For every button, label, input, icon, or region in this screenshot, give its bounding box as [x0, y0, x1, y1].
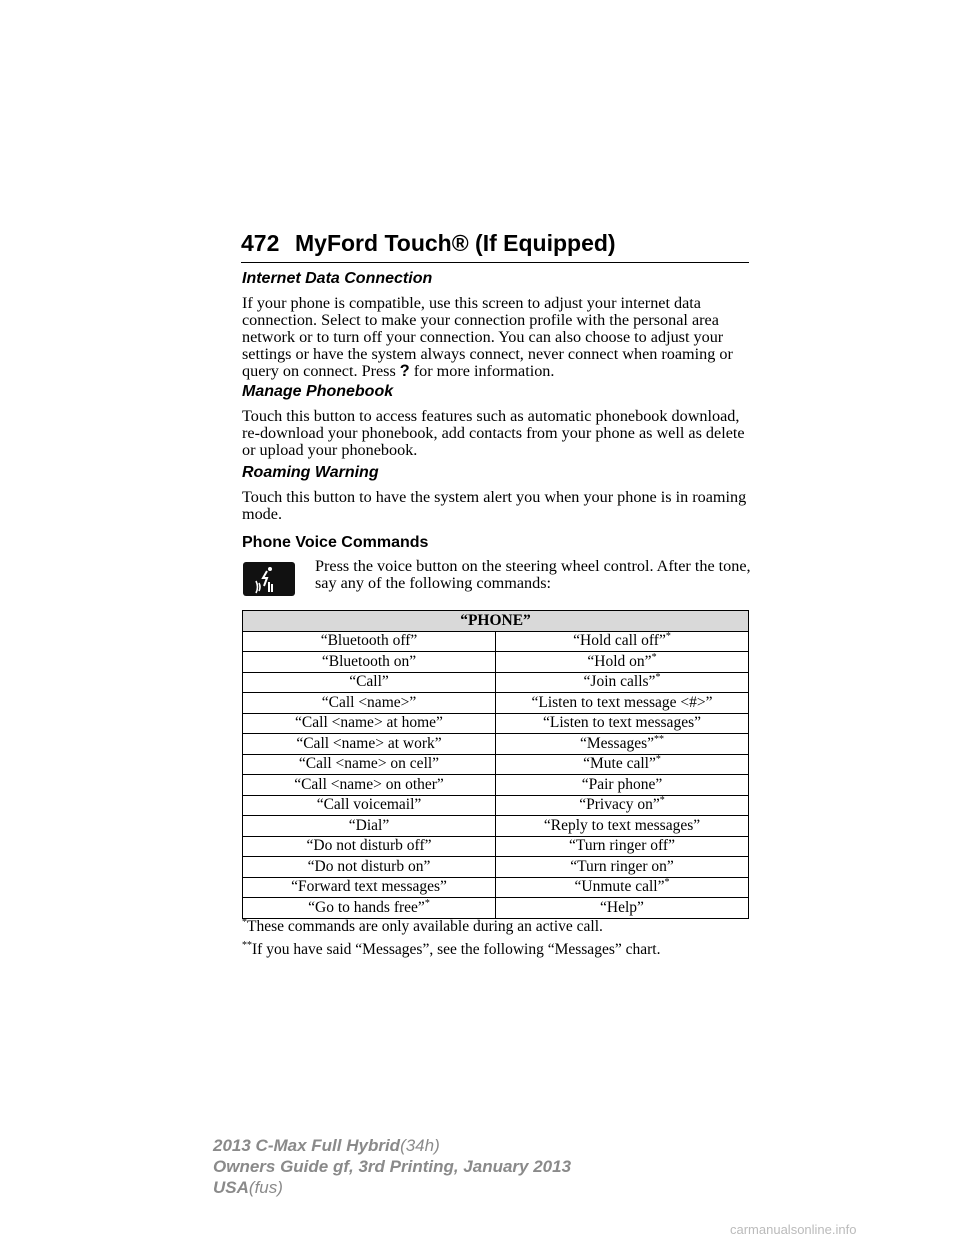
footnote: *These commands are only available during an active call.: [242, 916, 603, 935]
command-left: “Do not disturb on”: [243, 857, 496, 878]
table-row: [243, 898, 749, 919]
table-body: [243, 631, 749, 918]
command-left: “Call”: [243, 672, 496, 693]
page-header: [241, 228, 749, 263]
page-title: MyFord Touch® (If Equipped): [295, 230, 616, 256]
command-left: “Go to hands free”*: [243, 898, 496, 919]
table-row: [243, 877, 749, 898]
section-manage-phonebook: [242, 383, 750, 459]
table-row: [243, 734, 749, 755]
voice-command-icon: [243, 562, 295, 596]
table-row: [243, 693, 749, 714]
command-right: “Mute call”*: [496, 754, 749, 775]
table-row: [243, 836, 749, 857]
footnotes: [242, 918, 750, 964]
table-row: [243, 652, 749, 673]
table-row: [243, 754, 749, 775]
table-row: [243, 857, 749, 878]
section-voice-commands: [242, 534, 750, 552]
phone-commands-table: [242, 610, 749, 919]
section-roaming-warning: [242, 464, 750, 523]
table-row: [243, 775, 749, 796]
command-right: “Listen to text message <#>”: [496, 693, 749, 714]
command-left: “Bluetooth on”: [243, 652, 496, 673]
command-right: “Unmute call”*: [496, 877, 749, 898]
help-symbol: ?: [399, 362, 410, 380]
command-right: “Privacy on”*: [496, 795, 749, 816]
command-left: “Call <name> at home”: [243, 713, 496, 734]
table-row: [243, 631, 749, 652]
table-row: [243, 713, 749, 734]
section-heading: Manage Phonebook: [242, 383, 394, 400]
command-right: “Hold call off”*: [496, 631, 749, 652]
footnote: **If you have said “Messages”, see the following “Messages” chart.: [242, 939, 661, 958]
table-row: [243, 795, 749, 816]
command-right: “Turn ringer on”: [496, 857, 749, 878]
section-text: Touch this button to have the system alert you when your phone is in roaming mode.: [242, 488, 747, 523]
section-text: If your phone is compatible, use this screen to adjust your internet data connection. Select to make your connection profile with the personal area network or to turn off your connection. You can also choose to adjust your settings or have the system always connect, never connect when roaming or query on connect. Press ? for more information.: [242, 294, 733, 380]
command-left: “Forward text messages”: [243, 877, 496, 898]
section-heading: Internet Data Connection: [242, 270, 433, 287]
command-right: “Help”: [496, 898, 749, 919]
command-left: “Call <name> on cell”: [243, 754, 496, 775]
section-internet-data: [242, 270, 750, 380]
command-right: “Join calls”*: [496, 672, 749, 693]
command-left: “Bluetooth off”: [243, 631, 496, 652]
page-number: 472: [241, 230, 280, 256]
table-row: [243, 816, 749, 837]
command-left: “Call <name> at work”: [243, 734, 496, 755]
command-left: “Call <name>”: [243, 693, 496, 714]
command-right: “Messages”**: [496, 734, 749, 755]
command-left: “Dial”: [243, 816, 496, 837]
table-row: [243, 672, 749, 693]
voice-instructions: Press the voice button on the steering wheel control. After the tone, say any of the following commands:: [315, 557, 751, 592]
command-right: “Reply to text messages”: [496, 816, 749, 837]
table-header: “PHONE”: [243, 611, 749, 632]
command-right: “Pair phone”: [496, 775, 749, 796]
document-footer: 2013 C-Max Full Hybrid(34h) Owners Guide gf, 3rd Printing, January 2013 USA(fus): [213, 1136, 572, 1197]
section-text: Touch this button to access features such as automatic phonebook download, re-download your phonebook, add contacts from your phone as well as delete or upload your phonebook.: [242, 407, 745, 459]
command-right: “Turn ringer off”: [496, 836, 749, 857]
section-heading: Phone Voice Commands: [242, 534, 429, 551]
command-right: “Listen to text messages”: [496, 713, 749, 734]
command-left: “Call <name> on other”: [243, 775, 496, 796]
command-left: “Call voicemail”: [243, 795, 496, 816]
watermark: carmanualsonline.info: [730, 1222, 857, 1237]
command-right: “Hold on”*: [496, 652, 749, 673]
command-left: “Do not disturb off”: [243, 836, 496, 857]
section-heading: Roaming Warning: [242, 464, 379, 481]
